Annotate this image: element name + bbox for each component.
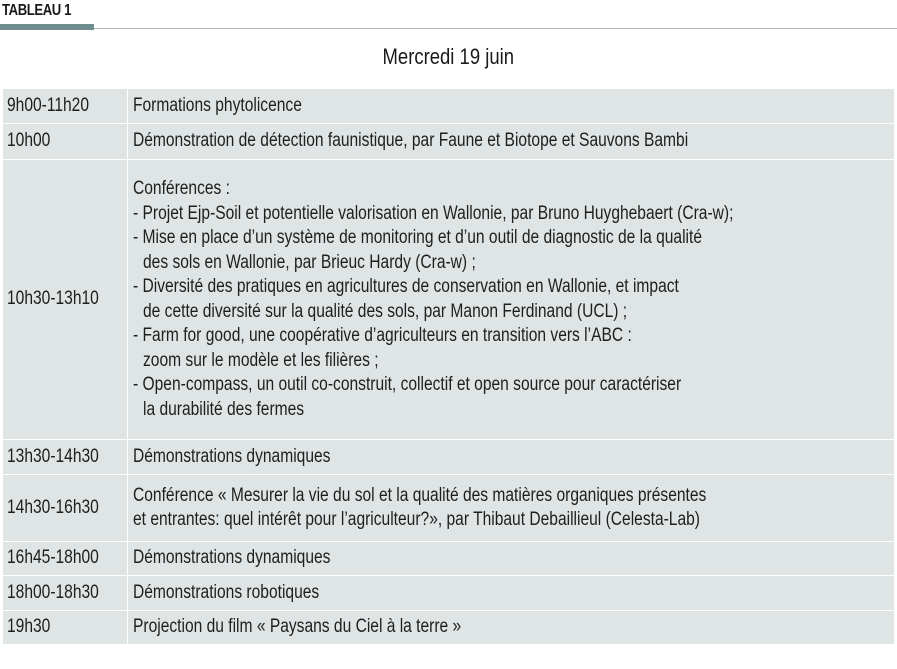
description-line: zoom sur le modèle et les filières ; <box>143 349 379 371</box>
description-cell <box>128 440 895 475</box>
time-cell: 16h45-18h00 <box>3 542 128 576</box>
time-cell: 9h00-11h20 <box>3 89 128 124</box>
table-row <box>3 89 895 124</box>
description-line: Conférences : <box>133 178 231 199</box>
description-line: Démonstrations robotiques <box>133 581 320 603</box>
description-line: - Open-compass, un outil co-construit, collectif et open source pour caractériser <box>133 374 682 395</box>
description-line: - Farm for good, une coopérative d’agriculteurs en transition vers l’ABC : <box>133 325 632 346</box>
day-title <box>0 44 897 70</box>
description-line: - Projet Ejp-Soil et potentielle valorisation en Wallonie, par Bruno Huyghebaert (Cra-w); <box>133 202 734 224</box>
day-title-text: Mercredi 19 juin <box>382 44 515 69</box>
description-line: des sols en Wallonie, par Brieuc Hardy (Cra-w) ; <box>143 251 476 273</box>
description-line: et entrantes: quel intérêt pour l’agriculteur?», par Thibaut Debaillieul (Celesta-Lab) <box>133 509 700 530</box>
description-cell <box>128 576 895 611</box>
description-line: Conférence « Mesurer la vie du sol et la qualité des matières organiques présentes <box>133 484 707 506</box>
table-label: TABLEAU 1 <box>2 2 71 19</box>
description-line: Formations phytolicence <box>133 94 302 116</box>
description-line: Projection du film « Paysans du Ciel à la terre » <box>133 616 462 638</box>
time-cell: 18h00-18h30 <box>3 576 128 611</box>
table-row <box>3 440 895 475</box>
description-line: la durabilité des fermes <box>143 398 305 420</box>
description-cell <box>128 542 895 576</box>
table-row <box>3 542 895 576</box>
description-cell <box>128 160 895 440</box>
time-cell: 10h00 <box>3 124 128 160</box>
table-row <box>3 124 895 160</box>
table-row <box>3 611 895 645</box>
description-line: - Mise en place d’un système de monitoring et d’un outil de diagnostic de la qualité <box>133 227 703 248</box>
label-accent-bar <box>0 24 94 30</box>
table-row <box>3 160 895 440</box>
description-cell <box>128 475 895 542</box>
time-cell: 14h30-16h30 <box>3 475 128 542</box>
table-row <box>3 576 895 611</box>
label-divider-rule <box>94 28 897 29</box>
description-line: Démonstrations dynamiques <box>133 445 331 467</box>
description-line: de cette diversité sur la qualité des sols, par Manon Ferdinand (UCL) ; <box>143 300 628 322</box>
table-label-bar <box>0 0 897 28</box>
description-cell <box>128 611 895 645</box>
schedule-table <box>2 88 895 645</box>
table-row <box>3 475 895 542</box>
time-cell: 10h30-13h10 <box>3 160 128 440</box>
description-cell <box>128 89 895 124</box>
time-cell: 13h30-14h30 <box>3 440 128 475</box>
description-line: Démonstrations dynamiques <box>133 547 331 569</box>
description-cell <box>128 124 895 160</box>
description-line: Démonstration de détection faunistique, par Faune et Biotope et Sauvons Bambi <box>133 130 689 152</box>
description-line: - Diversité des pratiques en agricultures de conservation en Wallonie, et impact <box>133 276 679 297</box>
time-cell: 19h30 <box>3 611 128 645</box>
